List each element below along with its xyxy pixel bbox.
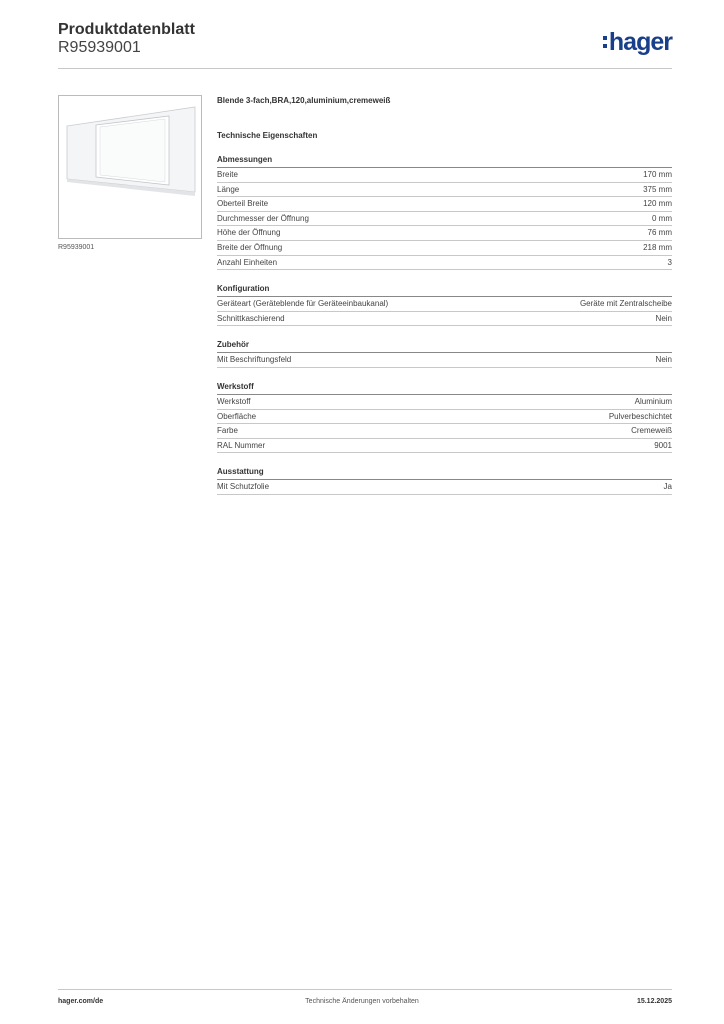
logo-text: hager xyxy=(608,28,672,56)
spec-section xyxy=(217,155,672,270)
spec-label: Mit Beschriftungsfeld xyxy=(217,355,292,365)
spec-value: 375 mm xyxy=(643,184,672,194)
spec-label: Oberteil Breite xyxy=(217,199,269,209)
spec-value: 76 mm xyxy=(647,228,672,238)
spec-row xyxy=(217,212,672,227)
spec-label: Farbe xyxy=(217,426,238,436)
section-title: Ausstattung xyxy=(217,467,672,480)
page-title: Produktdatenblatt xyxy=(58,21,195,38)
spec-label: Mit Schutzfolie xyxy=(217,482,270,492)
spec-value: Cremeweiß xyxy=(631,426,672,436)
spec-value: 3 xyxy=(667,257,672,267)
spec-label: Werkstoff xyxy=(217,396,251,406)
spec-value: 0 mm xyxy=(652,213,672,223)
footer-date: 15.12.2025 xyxy=(636,998,672,1005)
spec-section xyxy=(217,340,672,368)
spec-row xyxy=(217,197,672,212)
spec-label: Schnittkaschierend xyxy=(217,313,285,323)
spec-value: Nein xyxy=(655,313,672,323)
section-title: Werkstoff xyxy=(217,382,672,395)
hager-logo xyxy=(603,28,672,56)
spec-row xyxy=(217,168,672,183)
image-caption: R95939001 xyxy=(58,244,95,251)
spec-value: 170 mm xyxy=(643,170,672,179)
header-divider xyxy=(58,68,672,69)
product-image xyxy=(58,95,202,239)
spec-value: 218 mm xyxy=(643,242,672,252)
spec-row xyxy=(217,183,672,198)
spec-label: Höhe der Öffnung xyxy=(217,228,281,238)
spec-value: Nein xyxy=(655,355,672,365)
logo-dots-icon xyxy=(603,36,607,48)
spec-row xyxy=(217,410,672,425)
spec-row xyxy=(217,226,672,241)
spec-section xyxy=(217,284,672,326)
specification-panel xyxy=(217,96,672,495)
cover-plate-icon xyxy=(59,96,201,238)
spec-label: Anzahl Einheiten xyxy=(217,257,278,267)
spec-row xyxy=(217,439,672,454)
spec-value: Aluminium xyxy=(634,396,672,406)
spec-label: Breite der Öffnung xyxy=(217,242,283,252)
spec-row xyxy=(217,297,672,312)
spec-row xyxy=(217,353,672,368)
spec-row xyxy=(217,312,672,327)
footer-divider xyxy=(58,989,672,990)
spec-value: Pulverbeschichtet xyxy=(608,411,672,421)
section-title: Zubehör xyxy=(217,340,672,353)
spec-label: Geräteart (Geräteblende für Geräteeinbaukanal) xyxy=(217,299,389,309)
spec-label: RAL Nummer xyxy=(217,440,266,450)
spec-sections xyxy=(217,155,672,495)
spec-value: Geräte mit Zentralscheibe xyxy=(579,299,672,309)
footer-website: hager.com/de xyxy=(58,998,104,1005)
tech-heading: Technische Eigenschaften xyxy=(217,131,318,140)
section-title: Konfiguration xyxy=(217,284,672,297)
product-title: Blende 3-fach,BRA,120,aluminium,cremeweiß xyxy=(217,96,391,105)
spec-section xyxy=(217,467,672,495)
spec-label: Länge xyxy=(217,184,240,194)
spec-row xyxy=(217,241,672,256)
spec-row xyxy=(217,424,672,439)
spec-label: Oberfläche xyxy=(217,411,257,421)
spec-label: Durchmesser der Öffnung xyxy=(217,213,309,223)
spec-row xyxy=(217,256,672,271)
spec-row xyxy=(217,395,672,410)
section-title: Abmessungen xyxy=(217,155,672,168)
article-number: R95939001 xyxy=(58,39,141,56)
spec-section xyxy=(217,382,672,453)
footer-notice: Technische Änderungen vorbehalten xyxy=(305,998,419,1005)
spec-label: Breite xyxy=(217,170,238,179)
spec-value: Ja xyxy=(663,482,672,492)
spec-value: 120 mm xyxy=(643,199,672,209)
spec-row xyxy=(217,480,672,495)
spec-value: 9001 xyxy=(654,440,672,450)
